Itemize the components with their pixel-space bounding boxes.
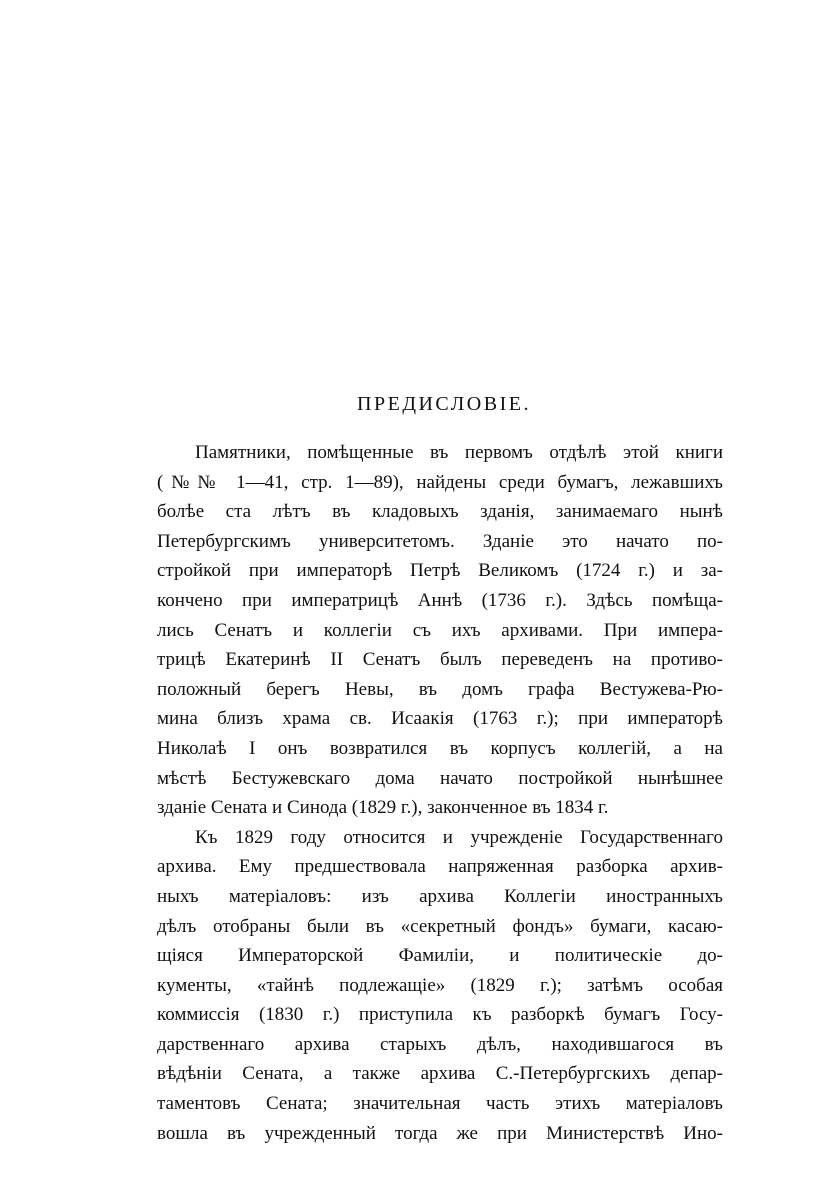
text-line: стройкой при императорѣ Петрѣ Великомъ (1724 г.) и за- xyxy=(157,560,723,582)
text-line: Памятники, помѣщенные въ первомъ отдѣлѣ этой книги xyxy=(195,442,723,463)
text-line: (№№ 1—41, стр. 1—89), найдены среди бумагъ, лежавшихъ xyxy=(157,471,723,493)
text-line: кументы, «тайнѣ подлежащіе» (1829 г.); затѣмъ особая xyxy=(157,974,723,996)
text-line: архива. Ему предшествовала напряженная разборка архив- xyxy=(157,856,723,878)
text-line: зданіе Сената и Синода (1829 г.), законченное въ 1834 г. xyxy=(157,797,609,819)
text-line: вошла въ учрежденный тогда же при Министерствѣ Ино- xyxy=(157,1122,723,1144)
text-line: Къ 1829 году относится и учрежденіе Государственнаго xyxy=(195,826,723,848)
text-line: мина близъ храма св. Исаакія (1763 г.); при императорѣ xyxy=(157,708,723,730)
text-line: дѣлъ отобраны были въ «секретный фондъ» бумаги, касаю- xyxy=(157,915,723,937)
text-line: болѣе ста лѣтъ въ кладовыхъ зданія, занимаемаго нынѣ xyxy=(157,501,723,523)
text-line: кончено при императрицѣ Аннѣ (1736 г.). Здѣсь помѣща- xyxy=(157,589,723,611)
text-line: лись Сенатъ и коллегіи съ ихъ архивами. При импера- xyxy=(157,619,723,641)
text-line: Николаѣ I онъ возвратился въ корпусъ коллегій, а на xyxy=(157,737,723,759)
text-line: дарственнаго архива старыхъ дѣлъ, находившагося въ xyxy=(157,1033,723,1055)
text-line: трицѣ Екатеринѣ II Сенатъ былъ переведенъ на противо- xyxy=(157,649,723,671)
text-line: таментовъ Сената; значительная часть этихъ матеріаловъ xyxy=(157,1093,723,1115)
text-line: вѣдѣніи Сената, а также архива С.-Петербургскихъ депар- xyxy=(157,1063,723,1085)
body-text xyxy=(157,438,723,1148)
page-title: ПРЕДИСЛОВІЕ. xyxy=(357,393,531,415)
text-line: ныхъ матеріаловъ: изъ архива Коллегіи иностранныхъ xyxy=(157,885,723,907)
text-line: мѣстѣ Бестужевскаго дома начато постройкой нынѣшнее xyxy=(157,767,723,789)
text-line: щіяся Императорской Фамиліи, и политическіе до- xyxy=(157,945,723,967)
text-line: Петербургскимъ университетомъ. Зданіе это начато по- xyxy=(157,530,723,552)
text-line: положный берегъ Невы, въ домъ графа Вестужева-Рю- xyxy=(157,678,723,700)
text-line: коммиссія (1830 г.) приступила къ разборкѣ бумагъ Госу- xyxy=(157,1004,723,1026)
